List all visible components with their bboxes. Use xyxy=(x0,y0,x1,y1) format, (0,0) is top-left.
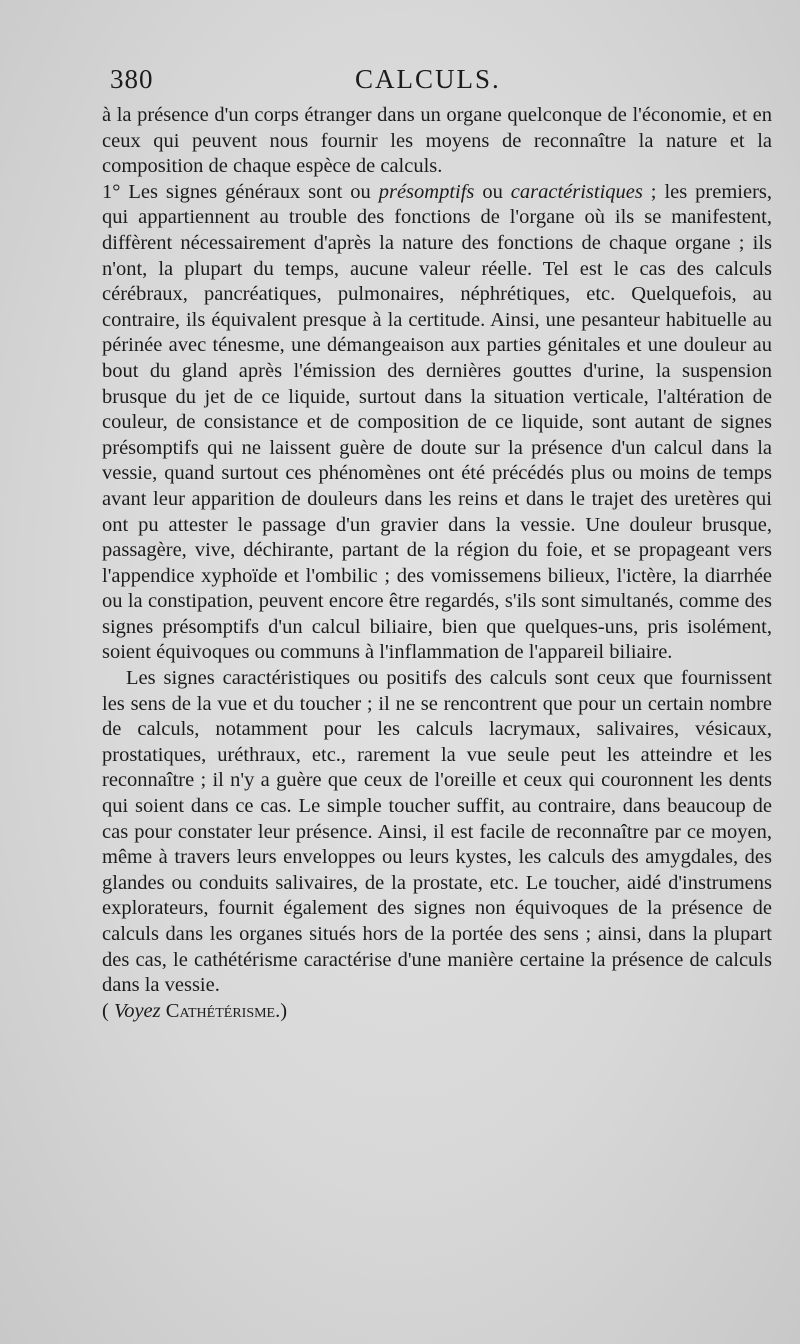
text-segment: .) xyxy=(275,999,288,1022)
text-segment: 1° Les signes généraux sont ou xyxy=(102,180,379,203)
running-head xyxy=(110,64,750,104)
text-segment-italic: caractéristiques xyxy=(510,180,643,203)
text-segment-italic: Voyez xyxy=(113,999,161,1022)
running-title: CALCULS. xyxy=(355,64,501,94)
text-segment: à la présence d'un corps étranger dans un organe quelconque de l'économie, et en ceux qui peuvent nous fournir les moyens de reconnaître la nature et la composition de chaque espèce de calculs. xyxy=(102,104,772,178)
text-segment: ; les premiers, qui appartiennent au trouble des fonctions de l'organe où ils se manifestent, diffèrent nécessairement d'après la nature des fonctions de chaque organe ; ils n'ont, la plupart du temps, aucune valeur réelle. Tel est le cas des calculs cérébraux, pancréatiques, pulmonaires, néphrétiques, etc. Quelquefois, au contraire, ils équivalent presque à la certitude. Ainsi, une pesanteur habituelle au périnée avec ténesme, une démangeaison aux parties génitales et une douleur au bout du gland après l'émission des dernières gouttes d'urine, la suspension brusque du jet de ce liquide, surtout dans la situation verticale, l'altération de couleur, de consistance et de composition de ce liquide, sont autant de signes présomptifs qui ne laissent guère de doute sur la présence d'un calcul dans la vessie, quand surtout ces phénomènes ont été précédés plus ou moins de temps avant leur apparition de douleurs dans les reins et dans le trajet des uretères qui ont pu attester le passage d'un gravier dans la vessie. Une douleur brusque, passagère, vive, déchirante, partant de la région du foie, et se propageant vers l'appendice xyphoïde et l'ombilic ; des vomissemens bilieux, l'ictère, la diarrhée ou la constipation, peuvent encore être regardés, s'ils sont simultanés, comme des signes présomptifs d'un calcul biliaire, bien que quelques-uns, pris isolément, soient équivoques ou communs à l'inflammation de l'appareil biliaire. xyxy=(102,180,772,664)
paragraph-3 xyxy=(102,666,772,999)
paragraph-4-cross-reference xyxy=(102,999,772,1025)
text-segment: Les signes caractéristiques ou positifs des calculs sont ceux que fournissent les sens de la vue et du toucher ; il ne se rencontrent que pour un certain nombre de calculs, notamment pour les calculs lacrymaux, salivaires, vésicaux, prostatiques, uréthraux, etc., rarement la vue seule peut les atteindre et les reconnaître ; il n'y a guère que ceux de l'oreille et ceux qui couronnent les dents qui soient dans ce cas. Le simple toucher suffit, au contraire, dans beaucoup de cas pour constater leur présence. Ainsi, il est facile de reconnaître par ce moyen, même à travers leurs enveloppes ou leurs kystes, les calculs des amygdales, des glandes ou conduits salivaires, de la prostate, etc. Le toucher, aidé d'instrumens explorateurs, fournit également des signes non équivoques de la présence de calculs dans les organes situés hors de la portée des sens ; ainsi, dans la plupart des cas, le cathétérisme caractérise d'une manière certaine la présence de calculs dans la vessie. xyxy=(102,667,772,997)
paragraph-2 xyxy=(102,180,772,666)
text-segment-smallcaps: Cathétérisme xyxy=(165,999,276,1022)
paragraph-1 xyxy=(102,103,772,180)
text-segment-italic: présomptifs xyxy=(378,180,475,203)
body-text xyxy=(102,103,772,1024)
text-segment: ou xyxy=(474,180,511,203)
page-number: 380 xyxy=(110,64,154,94)
text-segment: ( xyxy=(102,999,114,1022)
